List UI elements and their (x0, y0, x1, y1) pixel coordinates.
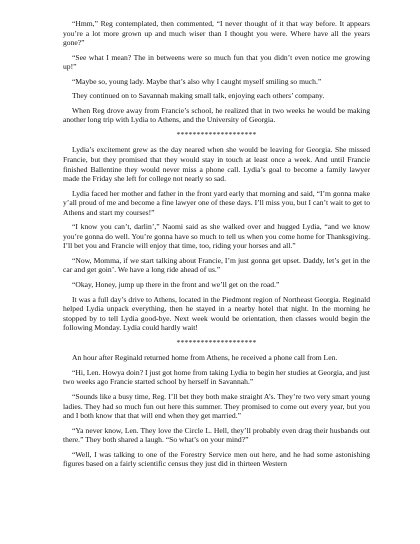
paragraph: Lydia’s excitement grew as the day neared when she would be leaving for Georgia. She missed Francie, but they promised that they would stay in touch at least once a week. And until Francie finished Ballentine they would never miss a phone call. Lydia’s goal to become a family lawyer made the Friday she left for college not nearly so sad. (63, 145, 370, 184)
paragraph: “Well, I was talking to one of the Forestry Service men out here, and he had some astonishing figures based on a fairly scientific census they just did in thirteen Western (63, 449, 370, 469)
paragraph: “See what I mean? The in betweens were so much fun that you didn’t even notice me growing up!” (63, 52, 370, 72)
paragraph: “Okay, Honey, jump up there in the front and we’ll get on the road.” (72, 280, 280, 290)
paragraph: “I know you can’t, darlin’,” Naomi said as she walked over and hugged Lydia, “and we know you’re gonna do well. You’re gonna have so much to tell us when you come home for Thanksgiving. I’ll bet you and Francie will enjoy that time, too, riding your horses and all.” (63, 222, 370, 251)
paragraph: When Reg drove away from Francie’s school, he realized that in two weeks he would be making another long trip with Lydia to Athens, and the University of Georgia. (63, 105, 370, 125)
paragraph: It was a full day’s drive to Athens, located in the Piedmont region of Northeast Georgia. Reginald helped Lydia unpack everything, then he stayed in a nearby hotel that night. In the morning he stopped by to tell Lydia good-bye. Next week would be orientation, then classes would begin the following Monday. Lydia could hardly wait! (63, 294, 370, 333)
paragraph: Lydia faced her mother and father in the front yard early that morning and said, “I’m gonna make y’all proud of me and become a fine lawyer one of these days. I’ll miss you, but I can’t wait to get to Athens and start my courses!” (63, 188, 370, 217)
section-separator: ******************** (176, 129, 257, 139)
paragraph: “Hi, Len. Howya doin? I just got home from taking Lydia to begin her studies at Georgia, and just two weeks ago Francie started school by herself in Savannah.” (63, 367, 370, 387)
section-separator: ******************** (176, 337, 257, 347)
paragraph: “Hmm,” Reg contemplated, then commented, “I never thought of it that way before. It appears you’re a lot more grown up and much wiser than I thought you were. Where have all the years gone?” (63, 19, 370, 48)
paragraph: An hour after Reginald returned home from Athens, he received a phone call from Len. (72, 353, 338, 363)
paragraph: “Maybe so, young lady. Maybe that’s also why I caught myself smiling so much.” (72, 76, 322, 86)
paragraph: “Sounds like a busy time, Reg. I’ll bet they both make straight A’s. They’re two very smart young ladies. They had so much fun out here this summer. They promised to come out every year, but you and I both know that that will end when they get married.” (63, 391, 370, 421)
paragraph: “Now, Momma, if we start talking about Francie, I’m just gonna get upset. Daddy, let’s get in the car and get goin’. We have a long ride ahead of us.” (63, 255, 370, 275)
paragraph: They continued on to Savannah making small talk, enjoying each others’ company. (72, 91, 325, 101)
paragraph: “Ya never know, Len. They love the Circle L. Hell, they’ll probably even drag their husbands out there.” They both shared a laugh. “So what’s on your mind?” (63, 425, 370, 445)
